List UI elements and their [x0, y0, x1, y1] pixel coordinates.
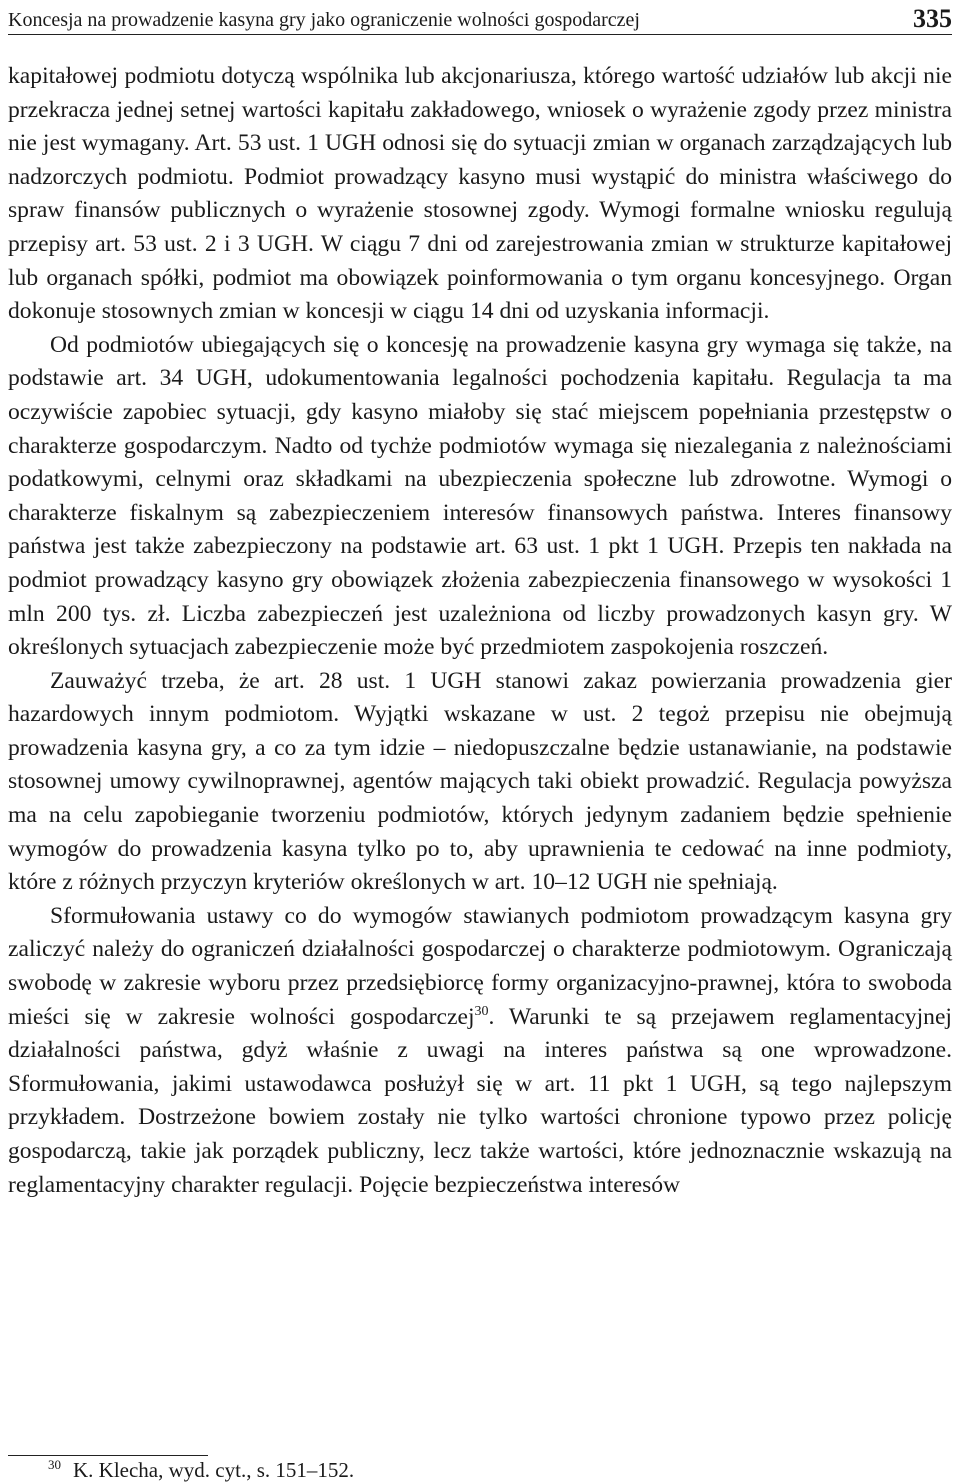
page-body: [8, 60, 952, 1202]
paragraph-2: Od podmiotów ubiegających się o koncesję na prowadzenie kasyna gry wymaga się także, na podstawie art. 34 UGH, udokumentowania legalności pochodzenia kapitału. Regulacja ta ma oczywiście zapobiec sytuacji, gdy kasyno miałoby się stać miejscem popełniania przestępstw o charakterze gospodarczym. Nadto od tychże podmiotów wymaga się niezalegania z należnościami podatkowymi, celnymi oraz składkami na ubezpieczenia społeczne lub zdrowotne. Wymogi o charakterze fiskalnym są zabezpieczeniem interesów finansowych państwa. Interes finansowy państwa jest także zabezpieczony na podstawie art. 63 ust. 1 pkt 1 UGH. Przepis ten nakłada na podmiot prowadzący kasyno gry obowiązek złożenia zabezpieczenia finansowego w wysokości 1 mln 200 tys. zł. Liczba zabezpieczeń jest uzależniona od liczby prowadzonych kasyn gry. W określonych sytuacjach zabezpieczenie może być przedmiotem zaspokojenia roszczeń.: [8, 331, 952, 661]
page-header: [8, 0, 952, 35]
paragraph-4-text-before: Sformułowania ustawy co do wymogów stawianych podmiotom prowadzącym kasyna gry zaliczyć należy do ograniczeń działalności gospodarczej o charakterze podmiotowym. Ograniczają swobodę w zakresie wyboru przez przedsiębiorcę formy organizacyjno-prawnej, która to swoboda mieści się w zakresie wolności gospodarczej: [8, 902, 952, 1030]
footnote-ref-30[interactable]: 30: [474, 1003, 489, 1019]
paragraph-4: [8, 900, 952, 1202]
running-title: Koncesja na prowadzenie kasyna gry jako ograniczenie wolności gospodarczej: [8, 9, 640, 31]
paragraph-1: kapitałowej podmiotu dotyczą wspólnika lub akcjonariusza, którego wartość udziałów lub akcji nie przekracza jednej setnej wartości kapitału zakładowego, wniosek o wyrażenie zgody przez ministra nie jest wymagany. Art. 53 ust. 1 UGH odnosi się do sytuacji zmian w organach zarządzających lub nadzorczych podmiotu. Podmiot prowadzący kasyno musi wystąpić do ministra właściwego do spraw finansów publicznych o wyrażenie stosownej zgody. Wymogi formalne wniosku regulują przepisy art. 53 ust. 2 i 3 UGH. W ciągu 7 dni od zarejestrowania zmian w strukturze kapitałowej lub organach spółki, podmiot ma obowiązek poinformowania o tym organu koncesyjnego. Organ dokonuje stosownych zmian w koncesji w ciągu 14 dni od uzyskania informacji.: [8, 63, 952, 325]
footnote-divider: [8, 1455, 208, 1456]
footnote-number: 30: [48, 1457, 61, 1472]
page-number: 335: [913, 4, 952, 33]
paragraph-3: Zauważyć trzeba, że art. 28 ust. 1 UGH stanowi zakaz powierzania prowadzenia gier hazardowych innym podmiotom. Wyjątki wskazane w ust. 2 tegoż przepisu nie obejmują prowadzenia kasyna gry, a co za tym idzie – niedopuszczalne będzie ustanawianie, na podstawie stosownej umowy cywilnoprawnej, agentów mających taki obiekt prowadzić. Regulacja powyższa ma na celu zapobieganie tworzeniu podmiotów, których jedynym zadaniem będzie spełnienie wymogów do prowadzenia kasyna tylko po to, aby uprawnienia te cedować na inne podmioty, które z różnych przyczyn kryteriów określonych w art. 10–12 UGH nie spełniają.: [8, 667, 952, 896]
footnote-text: K. Klecha, wyd. cyt., s. 151–152.: [73, 1458, 355, 1482]
paragraph-4-text-after: . Warunki te są przejawem reglamentacyjnej działalności państwa, gdyż właśnie z uwagi na interes państwa są one wprowadzone. Sformułowania, jakimi ustawodawca posłużył się w art. 11 pkt 1 UGH, są tego najlepszym przykładem. Dostrzeżone bowiem zostały nie tylko wartości chronione typowo przez policję gospodarczą, takie jak porządek publiczny, lecz także wartości, które jednoznacznie wskazują na reglamentacyjny charakter regulacji. Pojęcie bezpieczeństwa interesów: [8, 1003, 952, 1198]
footnote-30: [48, 1457, 354, 1483]
